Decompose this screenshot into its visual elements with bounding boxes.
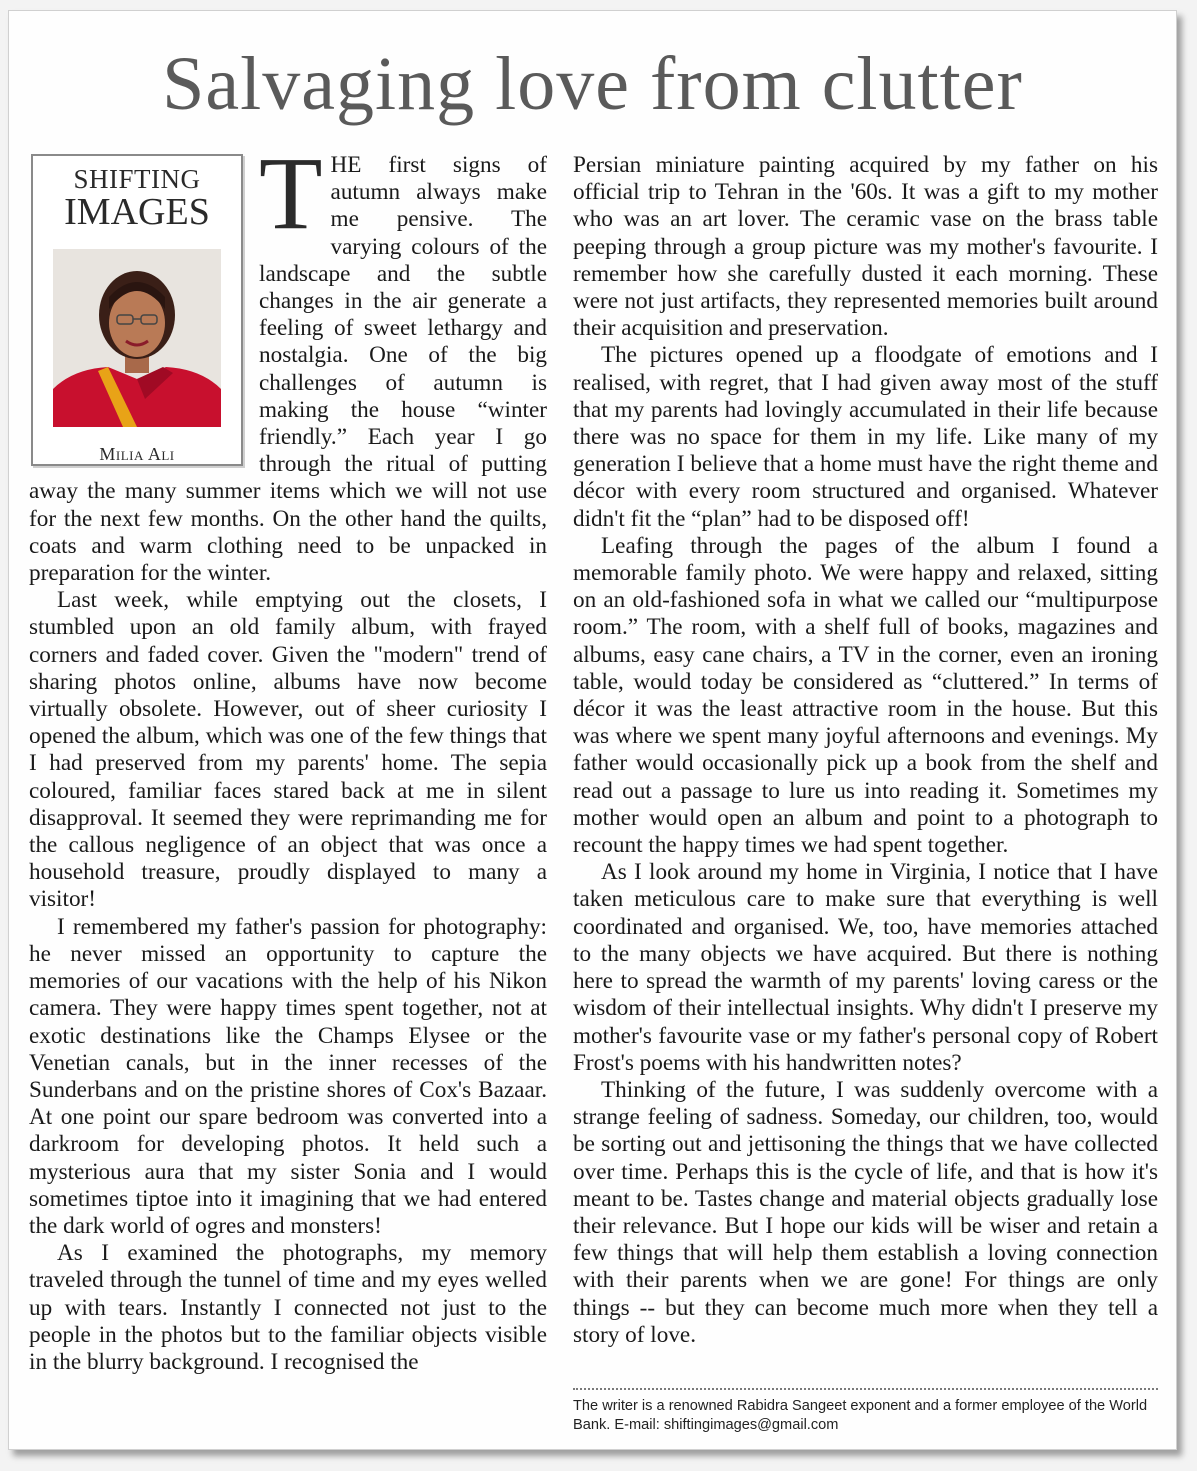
dotted-separator: [573, 1388, 1158, 1390]
article-column-left: [29, 136, 547, 1376]
article-column-right: [573, 152, 1158, 1349]
column-series-title-top: SHIFTING: [73, 164, 201, 194]
newspaper-page: [8, 10, 1177, 1450]
author-name: Milia Ali: [99, 444, 175, 465]
paragraph-3: I remembered my father's passion for photography: he never missed an opportunity to capture the memories of our vacations with the help of his Nikon camera. They were happy times spent together, not at exotic destinations like the Champs Elysee or the Venetian canals, but in the inner recesses of the Sunderbans and on the pristine shores of Cox's Bazaar. At one point our spare bedroom was converted into a darkroom for developing photos. It held such a mysterious aura that my sister Sonia and I would sometimes tiptoe into it imagining that we had entered the dark world of ogres and monsters!: [29, 913, 547, 1239]
drop-cap: T: [259, 136, 323, 251]
paragraph-5: The pictures opened up a floodgate of emotions and I realised, with regret, that I had given away most of the stuff that my parents had lovingly accumulated in their life because there was no space for them in my life. Like many of my generation I believe that a home must have the right theme and décor with every room structured and organised. Whatever didn't fit the “plan” had to be disposed off!: [573, 342, 1158, 532]
author-portrait: [53, 249, 221, 427]
paragraph-1: HE first signs of autumn always make me pensive. The varying colours of the landscape and the subtle changes in the air generate a feeling of sweet lethargy and nostalgia. One of the big challenges of autumn is making the house “winter friendly.” Each year I go through the ritual of putting away the many summer items which we will not use for the next few months. On the other hand the quilts, coats and warm clothing need to be unpacked in preparation for the winter.: [29, 152, 547, 587]
column-logo-box: [31, 154, 243, 466]
paragraph-4-continued: Persian miniature painting acquired by my father on his official trip to Tehran in the '60s. It was a gift to my mother who was an art lover. The ceramic vase on the brass table peeping through a group picture was my mother's favourite. I remember how she carefully dusted it each morning. These were not just artifacts, they represented memories built around their acquisition and preservation.: [573, 152, 1158, 342]
headline: Salvaging love from clutter: [162, 42, 1023, 126]
paragraph-7: As I look around my home in Virginia, I notice that I have taken meticulous care to make sure that everything is well coordinated and organised. We, too, have memories attached to the many objects we have acquired. But there is nothing here to spread the warmth of my parents' loving caress or the wisdom of their intellectual insights. Why didn't I preserve my mother's favourite vase or my father's personal copy of Robert Frost's poems with his handwritten notes?: [573, 859, 1158, 1076]
column-series-title-bottom: IMAGES: [64, 191, 210, 233]
writer-credit: The writer is a renowned Rabidra Sangeet exponent and a former employee of the World Bank. E-mail: shiftingimages@gmail.com: [573, 1398, 1148, 1433]
paragraph-8: Thinking of the future, I was suddenly overcome with a strange feeling of sadness. Someday, our children, too, would be sorting out and jettisoning the things that we have collected over time. Perhaps this is the cycle of life, and that is how it's meant to be. Tastes change and material objects gradually lose their relevance. But I hope our kids will be wiser and retain a few things that will help them establish a loving connection with their parents when we are gone! For things are only things -- but they can become much more when they tell a story of love.: [573, 1076, 1158, 1348]
paragraph-4-start: As I examined the photographs, my memory traveled through the tunnel of time and my eyes welled up with tears. Instantly I connected not just to the people in the photos but to the familiar objects visible in the blurry background. I recognised the: [29, 1240, 547, 1375]
paragraph-2: Last week, while emptying out the closets, I stumbled upon an old family album, with frayed corners and faded cover. Given the "modern" trend of sharing photos online, albums have now become virtually obsolete. However, out of sheer curiosity I opened the album, which was one of the few things that I had preserved from my parents' home. The sepia coloured, familiar faces stared back at me in silent disapproval. It seemed they were reprimanding me for the callous negligence of an object that was once a household treasure, proudly displayed to many a visitor!: [29, 587, 547, 913]
paragraph-6: Leafing through the pages of the album I found a memorable family photo. We were happy and relaxed, sitting on an old-fashioned sofa in what we called our “multipurpose room.” The room, with a shelf full of books, magazines and albums, easy cane chairs, a TV in the corner, even an ironing table, would today be considered as “cluttered.” In terms of décor it was the least attractive room in the house. But this was where we spent many joyful afternoons and evenings. My father would occasionally pick up a book from the shelf and read out a passage to lure us into reading it. Sometimes my mother would open an album and point to a photograph to recount the happy times we had spent together.: [573, 532, 1158, 859]
